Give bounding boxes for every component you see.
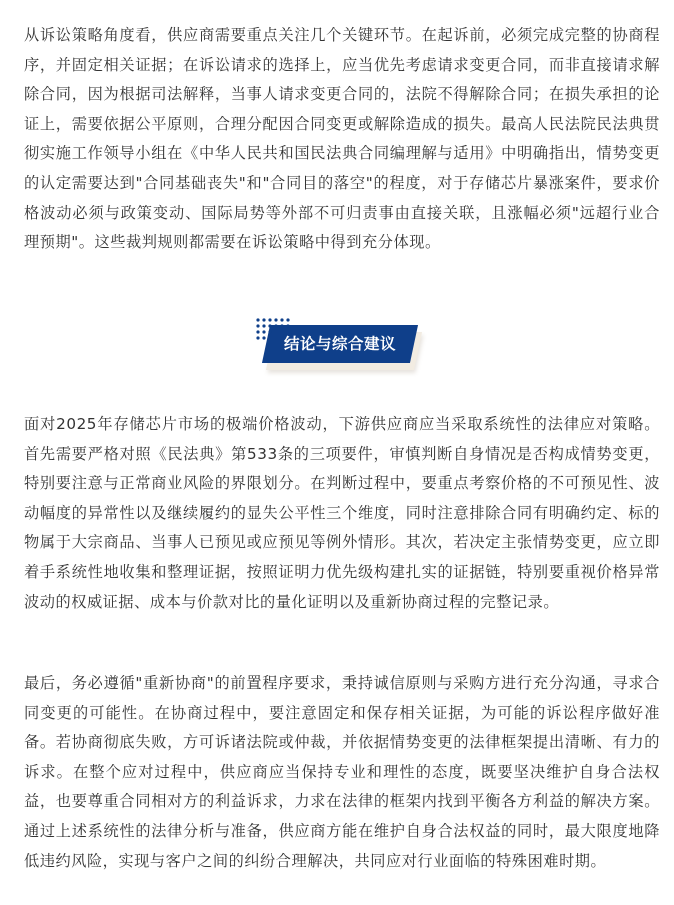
paragraph-conclusion: 面对2025年存储芯片市场的极端价格波动，下游供应商应当采取系统性的法律应对策略。首先需要严格对照《民法典》第533条的三项要件，审慎判断自身情况是否构成情势变更，特别要注意与正常商业风险的界限划分。在判断过程中，要重点考察价格的不可预见性、波动幅度的异常性以及继续履约的显失公平性三个维度，同时注意排除合同有明确约定、标的物属于大宗商品、当事人已预见或应预见等例外情形。其次，若决定主张情势变更，应立即着手系统性地收集和整理证据，按照证明力优先级构建扎实的证据链，特别要重视价格异常波动的权威证据、成本与价款对比的量化证明以及重新协商过程的完整记录。 bbox=[24, 415, 660, 611]
section-heading-title: 结论与综合建议 bbox=[283, 335, 396, 353]
section-heading-banner bbox=[254, 316, 422, 374]
paragraph-litigation-strategy: 从诉讼策略角度看，供应商需要重点关注几个关键环节。在起诉前，必须完成完整的协商程序，并固定相关证据；在诉讼请求的选择上，应当优先考虑请求变更合同，而非直接请求解除合同，因为根据司法解释，当事人请求变更合同的，法院不得解除合同；在损失承担的论证上，需要依据公平原则，合理分配因合同变更或解除造成的损失。最高人民法院民法典贯彻实施工作领导小组在《中华人民共和国民法典合同编理解与适用》中明确指出，情势变更的认定需要达到"合同基础丧失"和"合同目的落空"的程度，对于存储芯片暴涨案件，要求价格波动必须与政策变动、国际局势等外部不可归责事由直接关联，且涨幅必须"远超行业合理预期"。这些裁判规则都需要在诉讼策略中得到充分体现。 bbox=[24, 26, 660, 252]
paragraph-final-advice: 最后，务必遵循"重新协商"的前置程序要求，秉持诚信原则与采购方进行充分沟通，寻求合同变更的可能性。在协商过程中，要注意固定和保存相关证据，为可能的诉讼程序做好准备。若协商彻底失败，方可诉诸法院或仲裁，并依据情势变更的法律框架提出清晰、有力的诉求。在整个应对过程中，供应商应当保持专业和理性的态度，既要坚决维护自身合法权益，也要尊重合同相对方的利益诉求，力求在法律的框架内找到平衡各方利益的解决方案。通过上述系统性的法律分析与准备，供应商方能在维护自身合法权益的同时，最大限度地降低违约风险，实现与客户之间的纠纷合理解决，共同应对行业面临的特殊困难时期。 bbox=[24, 674, 660, 870]
